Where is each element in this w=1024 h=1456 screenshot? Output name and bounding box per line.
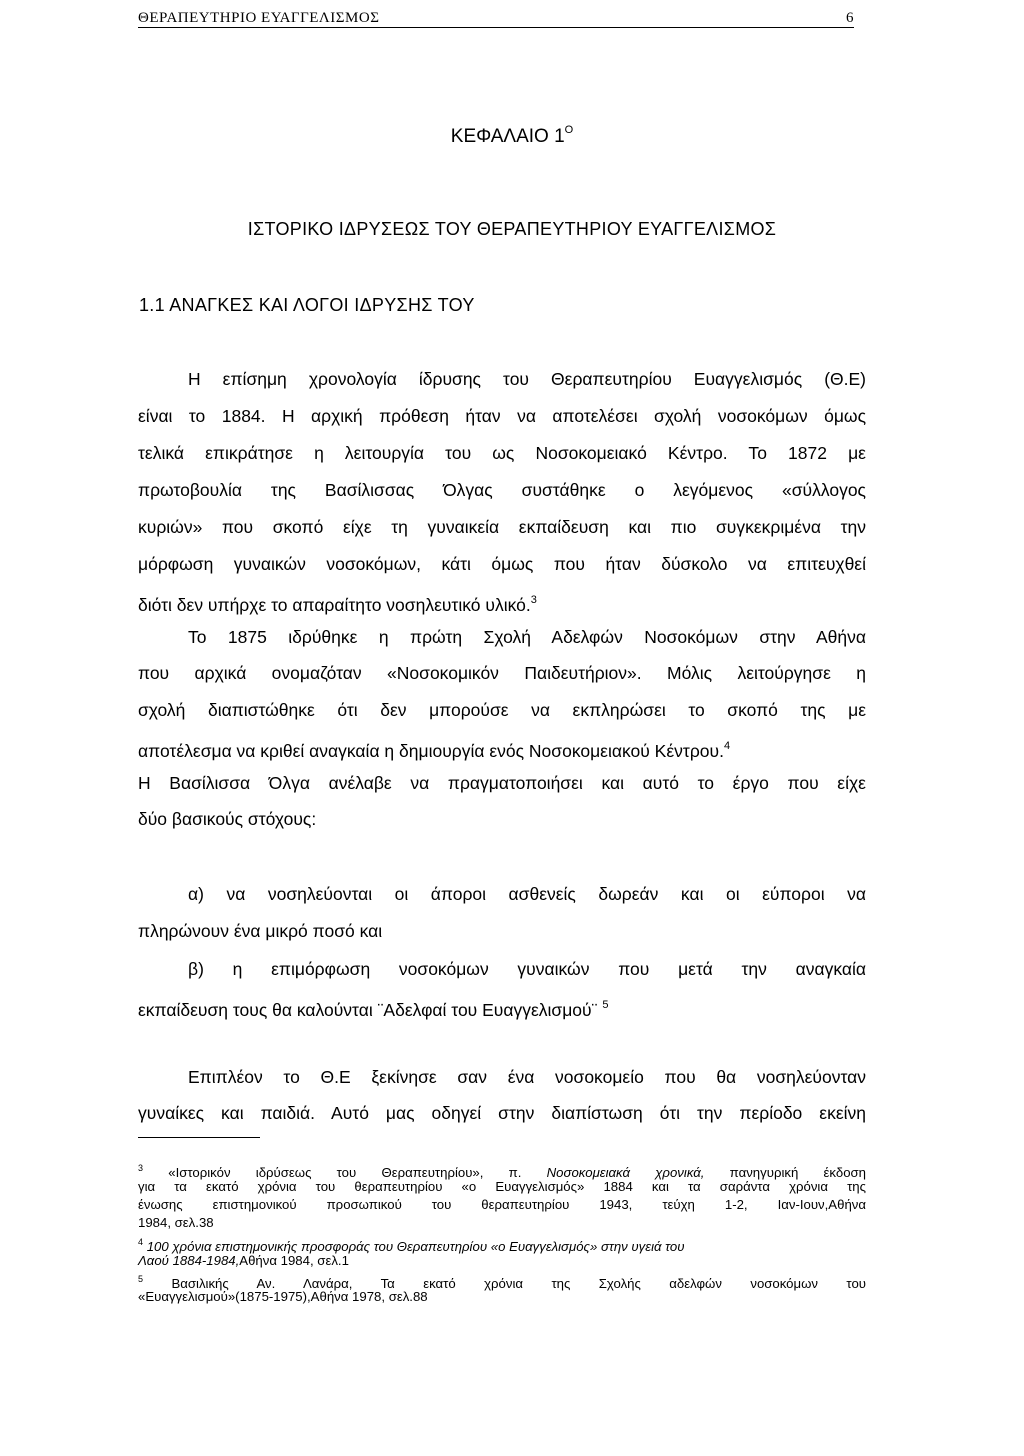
footnote-text: πανηγυρική έκδοση — [704, 1165, 867, 1180]
paragraph-line: πρωτοβουλία της Βασίλισσας Όλγας συστάθηκε ο λεγόμενος «σύλλογος — [138, 480, 866, 500]
chapter-heading — [0, 124, 1024, 148]
goal-b-line — [138, 994, 608, 1021]
paragraph-line: Η επίσημη χρονολογία ίδρυσης του Θεραπευτηρίου Ευαγγελισμός (Θ.Ε) — [188, 369, 866, 389]
paragraph-line — [138, 589, 537, 616]
footnote-3 — [138, 1160, 866, 1181]
paragraph-line: σχολή διαπιστώθηκε ότι δεν μπορούσε να εκπληρώσει το σκοπό της με — [138, 700, 866, 720]
footnote-text: Λαού 1884-1984, — [138, 1253, 240, 1268]
footnote-line: για τα εκατό χρόνια του θεραπευτηρίου «ο Ευαγγελισμός» 1884 και τα σαράντα χρόνια της — [138, 1179, 866, 1194]
footnote-ref: 5 — [602, 999, 609, 1011]
footnote-text: 100 χρόνια επιστημονικής προσφοράς του Θεραπευτηρίου «ο Ευαγγελισμός» στην υγειά του — [146, 1239, 685, 1254]
footnote-number: 5 — [138, 1274, 144, 1284]
goal-b-line: β) η επιμόρφωση νοσοκόμων γυναικών που μετά την αναγκαία — [188, 959, 866, 979]
goal-a-line: α) να νοσηλεύονται οι άποροι ασθενείς δωρεάν και οι εύποροι να — [188, 884, 866, 904]
footnote-line: 1984, σελ.38 — [138, 1215, 214, 1230]
footnote-4 — [138, 1234, 685, 1255]
section-heading: 1.1 ΑΝΑΓΚΕΣ ΚΑΙ ΛΟΓΟΙ ΙΔΡΥΣΗΣ ΤΟΥ — [139, 295, 475, 315]
footnote-number: 3 — [138, 1163, 144, 1173]
paragraph-line: Το 1875 ιδρύθηκε η πρώτη Σχολή Αδελφών Νοσοκόμων στην Αθήνα — [188, 627, 866, 647]
footnote-line: ένωσης επιστημονικού προσωπικού του θεραπευτηρίου 1943, τεύχη 1-2, Ιαν-Ιουν,Αθήνα — [138, 1197, 866, 1212]
paragraph-line: γυναίκες και παιδιά. Αυτό μας οδηγεί στην διαπίστωση ότι την περίοδο εκείνη — [138, 1103, 866, 1123]
footnote-ref: 3 — [530, 594, 537, 606]
paragraph-line: που αρχικά ονομαζόταν «Νοσοκομικόν Παιδευτήριον». Μόλις λειτούργησε η — [138, 663, 866, 683]
footnote-separator — [138, 1137, 260, 1138]
paragraph-text: εκπαίδευση τους θα καλούνται ¨Αδελφαί του Ευαγγελισμού¨ — [138, 1000, 598, 1020]
footnote-line — [138, 1253, 349, 1269]
footnote-text: «Ιστορικόν ιδρύσεως του Θεραπευτηρίου», π. — [168, 1165, 547, 1180]
footnote-line: «Ευαγγελισμού»(1875-1975),Αθήνα 1978, σελ.88 — [138, 1289, 428, 1304]
footnote-text: Βασιλικής Αν. Λανάρα, Τα εκατό χρόνια της Σχολής αδελφών νοσοκόμων του — [171, 1276, 866, 1291]
running-header — [138, 10, 854, 28]
paragraph-line: Επιπλέον το Θ.Ε ξεκίνησε σαν ένα νοσοκομείο που θα νοσηλεύονταν — [188, 1067, 866, 1087]
paragraph-line: δύο βασικούς στόχους: — [138, 809, 317, 829]
paragraph-line: τελικά επικράτησε η λειτουργία του ως Νοσοκομειακό Κέντρο. Το 1872 με — [138, 443, 866, 463]
paragraph-line: είναι το 1884. Η αρχική πρόθεση ήταν να αποτελέσει σχολή νοσοκόμων όμως — [138, 406, 866, 426]
paragraph-line — [138, 735, 730, 762]
paragraph-text: διότι δεν υπήρχε το απαραίτητο νοσηλευτικό υλικό. — [138, 595, 531, 615]
footnote-number: 4 — [138, 1237, 144, 1247]
chapter-title: ΙΣΤΟΡΙΚΟ ΙΔΡΥΣΕΩΣ ΤΟΥ ΘΕΡΑΠΕΥΤΗΡΙΟΥ ΕΥΑΓΓΕΛΙΣΜΟΣ — [247, 219, 777, 239]
paragraph-line: μόρφωση γυναικών νοσοκόμων, κάτι όμως που ήταν δύσκολο να επιτευχθεί — [138, 554, 866, 574]
chapter-label: ΚΕΦΑΛΑΙΟ 1 — [450, 126, 565, 147]
footnote-text: Νοσοκομειακά χρονικά, — [546, 1165, 705, 1180]
header-title: ΘΕΡΑΠΕΥΤΗΡΙΟ ΕΥΑΓΓΕΛΙΣΜΟΣ — [138, 10, 380, 26]
goal-a-line: πληρώνουν ένα μικρό ποσό και — [138, 921, 383, 941]
paragraph-text: αποτέλεσμα να κριθεί αναγκαία η δημιουργία ενός Νοσοκομειακού Κέντρου. — [138, 741, 724, 761]
page-number: 6 — [846, 10, 854, 26]
chapter-ordinal: Ο — [564, 124, 574, 136]
paragraph-line: κυριών» που σκοπό είχε τη γυναικεία εκπαίδευση και πιο συγκεκριμένα την — [138, 517, 866, 537]
footnote-ref: 4 — [723, 740, 731, 752]
paragraph-line: Η Βασίλισσα Όλγα ανέλαβε να πραγματοποιήσει και αυτό το έργο που είχε — [138, 773, 866, 793]
footnote-text: Αθήνα 1984, σελ.1 — [239, 1253, 349, 1268]
